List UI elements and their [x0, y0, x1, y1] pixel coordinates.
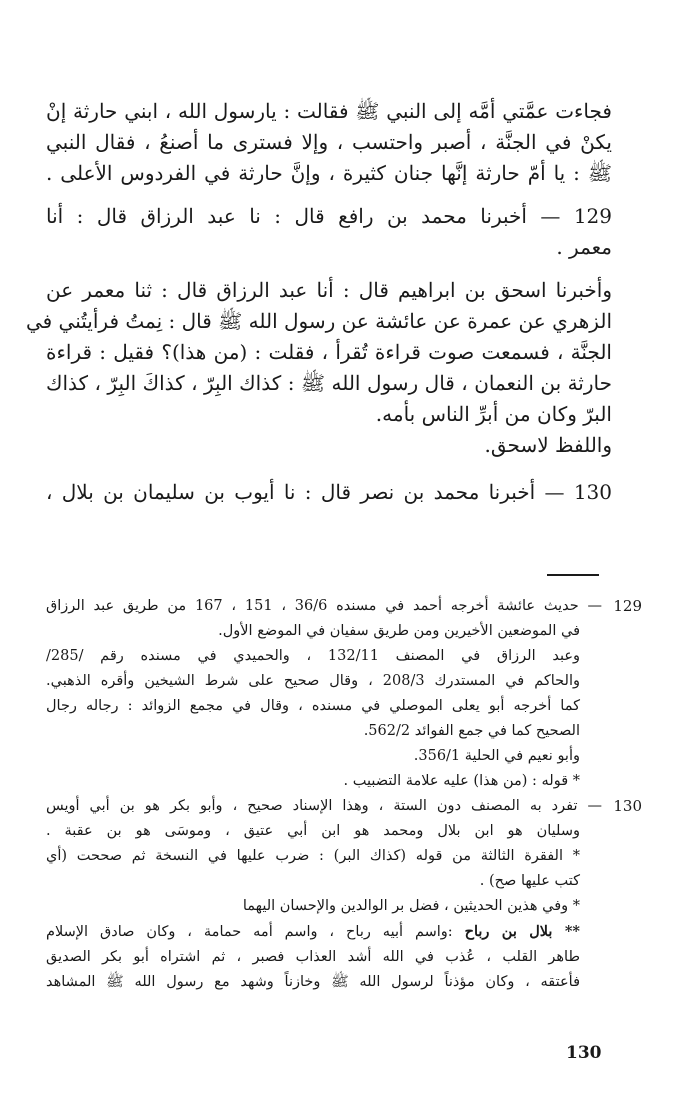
footnote-line: * وفي هذين الحديثين ، فضل بر الوالدين والإحسان اليهما — [242, 898, 580, 914]
footnote-line: وسليان هو ابن بلال ومحمد هو ابن أبي عتيق ، وموسَى هو بن عقبة . — [46, 823, 580, 839]
footnote-line: — تفرد به المصنف دون الستة ، وهذا الإسناد صحيح ، وأبو بكر هو بن أبي أويس — [46, 798, 602, 814]
hadith-130-heading: 130 — أخبرنا محمد بن نصر قال : نا أيوب بن سليمان بن بلال ، — [46, 480, 612, 504]
footnote-130 — [46, 794, 642, 995]
footnote-line: كما أخرجه أبو يعلى الموصلي في مسنده ، وقال في مجمع الزوائد : رجاله رجال — [46, 698, 580, 714]
footnotes — [46, 594, 642, 995]
footnote-line: في الموضعين الأخيرين ومن طريق سفيان في الموضع الأول. — [218, 623, 580, 639]
bilal-heading: ** بلال بن رباح — [464, 923, 581, 940]
footnote-line: * قوله : (من هذا) عليه علامة التضبيب . — [343, 773, 580, 789]
page-number: 130 — [566, 1043, 602, 1063]
footnote-number: 129 — [613, 597, 642, 615]
hadith-129-heading: 129 — أخبرنا محمد بن رافع قال : نا عبد الرزاق قال : أنا — [46, 204, 612, 228]
text-line: معمر . — [556, 235, 612, 259]
text-line: الزهري عن عمرة عن عائشة عن رسول الله ﷺ قال : نِمتُ فرأيتُني في — [25, 309, 612, 333]
footnote-line: كتب عليها صح) . — [479, 873, 580, 889]
footnote-number: 130 — [613, 797, 642, 815]
footnote-129 — [46, 594, 642, 794]
text-line: يكنْ في الجنَّة ، أصبر واحتسب ، وإلا فسترى ما أصنعُ ، فقال النبي — [46, 130, 612, 154]
footnote-line — [46, 919, 602, 945]
text-line: الجنَّة ، فسمعت صوت قراءة تُقرأ ، فقلت : (من هذا)؟ فقيل : قراءة — [46, 340, 612, 364]
footnote-separator — [547, 574, 599, 576]
footnote-line: فأعتقه ، وكان مؤذناً لرسول الله ﷺ وخازناً وشهد مع رسول الله ﷺ المشاهد — [46, 974, 580, 990]
bilal-text: :واسم أبيه رباح ، واسم أمه حمامة ، وكان صادق الإسلام — [46, 924, 453, 940]
text-line: واللفظ لاسحق. — [484, 433, 612, 457]
main-text — [25, 96, 612, 508]
text-line: وأخبرنا اسحق بن ابراهيم قال : أنا عبد الرزاق قال : ثنا معمر عن — [46, 278, 612, 302]
footnote-line: والحاكم في المستدرك 208/3 ، وقال صحيح على شرط الشيخين وأقره الذهبي. — [46, 673, 580, 689]
footnote-line: وعبد الرزاق في المصنف 132/11 ، والحميدي في مسنده رقم /285/ — [46, 648, 580, 664]
footnote-line: وأبو نعيم في الحلية 356/1. — [413, 748, 580, 764]
footnote-line: — حديث عائشة أخرجه أحمد في مسنده 36/6 ، 151 ، 167 من طريق عبد الرزاق — [46, 598, 602, 614]
footnote-line: طاهر القلب ، عُذب في الله أشد العذاب فصبر ، ثم اشتراه أبو بكر الصديق — [46, 949, 580, 965]
footnote-line: الصحيح كما في جمع الفوائد 562/2. — [363, 723, 580, 739]
text-line: ﷺ : يا أمّ حارثة إنَّها جنان كثيرة ، وإنَّ حارثة في الفردوس الأعلى . — [46, 161, 612, 185]
text-line: حارثة بن النعمان ، قال رسول الله ﷺ : كذاك البِرّ ، كذاكَ البِرّ ، كذاك — [46, 371, 612, 395]
text-line: فجاءت عمَّتي أمَّه إلى النبي ﷺ فقالت : يارسول الله ، ابني حارثة إنْ — [46, 99, 612, 123]
footnote-line: * الفقرة الثالثة من قوله (كذاك البر) : ضرب عليها في النسخة ثم صححت (أي — [46, 848, 580, 864]
text-line: البرّ وكان من أبرِّ الناس بأمه. — [375, 402, 612, 426]
